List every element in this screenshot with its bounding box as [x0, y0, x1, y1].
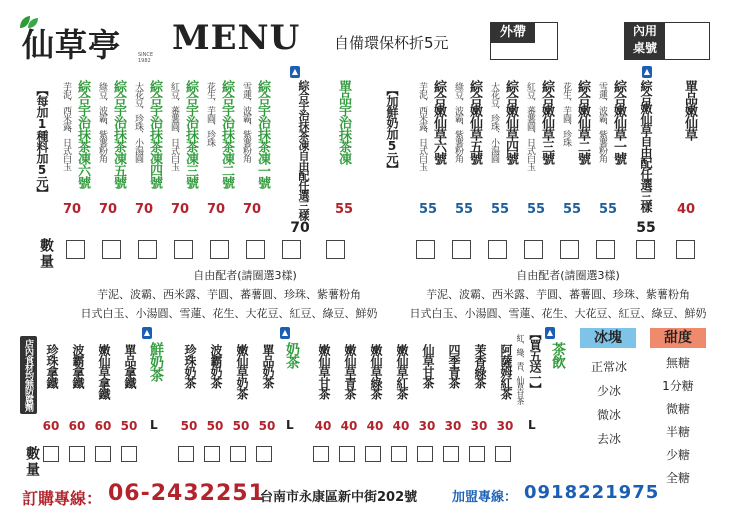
item-sub: 紅豆、蕃薯圓、日式白玉: [525, 82, 535, 170]
item-name: 仙草甘茶: [421, 344, 435, 388]
grass-addon-note: 【加鮮奶加5元】: [385, 84, 399, 174]
item-price: 50: [206, 419, 224, 433]
qty-box[interactable]: [416, 240, 435, 259]
item-price: 50: [120, 419, 138, 433]
item-name: 嫩仙草綠茶: [369, 344, 383, 399]
qty-box[interactable]: [210, 240, 229, 259]
eco-note: 自備環保杯折5元: [334, 34, 449, 52]
toppings-line1: 芋泥、波霸、西米露、芋圓、蕃薯圓、珍珠、紫薯粉角: [426, 288, 690, 301]
item-name: 綜合嫩仙草六號: [431, 80, 446, 164]
item-name: 單品拿鐵: [123, 344, 137, 388]
item-name: 綜合宇治抹茶凍三號: [183, 80, 198, 188]
sugar-option[interactable]: 少糖: [665, 448, 690, 462]
item-price: 50: [180, 419, 198, 433]
item-price: 40: [314, 419, 332, 433]
toppings-line2: 日式白玉、小湯圓、雪蓮、花生、大花豆、紅豆、綠豆、鮮奶: [409, 307, 707, 320]
item-sub: 雪蓮、波霸、紫薯粉角: [597, 82, 607, 162]
qty-box[interactable]: [138, 240, 157, 259]
sugar-option[interactable]: 半糖: [665, 425, 690, 439]
like-icon: ▲: [143, 328, 151, 337]
toppings-title: 自由配者(請圈選3樣): [193, 269, 297, 282]
qty-box[interactable]: [365, 446, 381, 462]
item-sub: 大花豆、珍珠、小湯圓: [133, 82, 143, 162]
dinein-label-1: 內用: [632, 24, 657, 38]
item-name: 綜合宇治抹茶凍二號: [219, 80, 234, 188]
item-price: 30: [418, 419, 436, 433]
qty-box[interactable]: [443, 446, 459, 462]
item-price: 40: [392, 419, 410, 433]
qty-box[interactable]: [560, 240, 579, 259]
item-price: 40: [340, 419, 358, 433]
item-name: 綜合嫩仙草三號: [539, 80, 554, 164]
dinein-box[interactable]: [624, 22, 710, 60]
qty-box[interactable]: [95, 446, 111, 462]
item-name: 單品奶茶: [261, 344, 275, 388]
qty-box[interactable]: [174, 240, 193, 259]
qty-box[interactable]: [326, 240, 345, 259]
ice-title: 冰塊: [580, 328, 636, 348]
sugar-option[interactable]: 微糖: [665, 402, 690, 416]
address: 台南市永康區新中街202號: [260, 490, 418, 505]
matcha-single-price: 55: [334, 202, 354, 217]
item-price: 50: [258, 419, 276, 433]
matcha-free-name: 綜合宇治抹茶凍自由配任選三樣: [297, 80, 310, 220]
size-l: L: [528, 418, 536, 432]
item-name: 珍珠奶茶: [183, 344, 197, 388]
qty-box[interactable]: [256, 446, 272, 462]
item-sub: 芋泥、西米露、日式白玉: [417, 82, 427, 170]
grass-free-name: 綜合嫩仙草自由配任選三樣: [639, 80, 653, 212]
item-price: 70: [242, 202, 262, 217]
qty-box[interactable]: [102, 240, 121, 259]
order-label: 訂購專線：: [22, 489, 103, 508]
item-price: 70: [98, 202, 118, 217]
item-name: 綜合嫩仙草一號: [611, 80, 626, 164]
qty-box[interactable]: [596, 240, 615, 259]
sugar-title: 甜度: [650, 328, 706, 348]
qty-box[interactable]: [495, 446, 511, 462]
item-price: 55: [526, 202, 546, 217]
toppings-line1: 芋泥、波霸、西米露、芋圓、蕃薯圓、珍珠、紫薯粉角: [97, 288, 361, 301]
item-price: 70: [170, 202, 190, 217]
ice-option[interactable]: 正常冰: [590, 360, 627, 374]
item-name: 四季青茶: [447, 344, 461, 388]
item-sub: 綠豆、波霸、紫薯粉角: [97, 82, 107, 162]
item-name: 嫩仙草拿鐵: [97, 344, 111, 399]
sugar-option[interactable]: 全糖: [665, 471, 690, 485]
item-price: 30: [444, 419, 462, 433]
qty-box[interactable]: [636, 240, 655, 259]
qty-box[interactable]: [339, 446, 355, 462]
like-icon: ▲: [643, 67, 651, 76]
matcha-addon-note: 【每加1種料加5元】: [35, 84, 49, 198]
item-price: 55: [418, 202, 438, 217]
toppings-title: 自由配者(請圈選3樣): [516, 269, 620, 282]
qty-box[interactable]: [204, 446, 220, 462]
dinein-label-2: 桌號: [632, 41, 657, 55]
sugar-option[interactable]: 無糖: [665, 356, 690, 370]
qty-box[interactable]: [524, 240, 543, 259]
logo-sub: SINCE 1982: [138, 52, 154, 64]
like-icon: ▲: [281, 328, 289, 337]
qty-box[interactable]: [69, 446, 85, 462]
qty-label: 數量: [38, 238, 54, 270]
qty-box[interactable]: [452, 240, 471, 259]
item-sub: 綠豆、波霸、紫薯粉角: [453, 82, 463, 162]
sugar-option[interactable]: 1分糖: [662, 379, 694, 393]
item-name: 阿薩姆紅茶: [499, 344, 513, 399]
toppings-line2: 日式白玉、小湯圓、雪蓮、花生、大花豆、紅豆、綠豆、鮮奶: [80, 307, 378, 320]
item-name: 綜合宇治抹茶凍六號: [75, 80, 90, 188]
like-icon: ▲: [546, 328, 554, 337]
item-name: 珍珠拿鐵: [45, 344, 59, 388]
item-price: 60: [68, 419, 86, 433]
franchise-phone[interactable]: 0918221975: [524, 482, 660, 503]
item-name: 嫩仙草甘茶: [317, 344, 331, 399]
qty-box[interactable]: [676, 240, 695, 259]
ice-option[interactable]: 少冰: [596, 384, 621, 398]
logo-text: 仙草亭: [22, 26, 122, 64]
dinein-label-box: [625, 23, 665, 59]
qty-box[interactable]: [66, 240, 85, 259]
item-sub: 大花豆、珍珠、小湯圓: [489, 82, 499, 162]
item-name: 嫩仙草奶茶: [235, 344, 249, 399]
item-sub: 花生、芋圓、珍珠: [205, 82, 215, 146]
qty-box[interactable]: [121, 446, 137, 462]
item-name: 嫩仙草青茶: [343, 344, 357, 399]
toppings-right: [386, 266, 730, 323]
qty-box[interactable]: [230, 446, 246, 462]
takeout-label: 外帶: [491, 23, 535, 43]
qty-box[interactable]: [282, 240, 301, 259]
item-price: 50: [232, 419, 250, 433]
qty-box[interactable]: [417, 446, 433, 462]
logo: [18, 14, 158, 64]
tea-promo-sub: 紅、綠、青、仙草甘茶: [516, 334, 525, 404]
grass-single-name: 單品嫩仙草: [682, 80, 697, 140]
item-price: 30: [470, 419, 488, 433]
item-name: 綜合宇治抹茶凍一號: [255, 80, 270, 188]
size-l: L: [286, 418, 294, 432]
qty-box[interactable]: [178, 446, 194, 462]
takeout-box[interactable]: [490, 22, 558, 60]
item-name: 綜合嫩仙草四號: [503, 80, 518, 164]
tea-title: 茶飲: [550, 342, 566, 368]
preservative-note: 店內食材均無防腐劑: [20, 336, 37, 414]
menu-title: MENU: [172, 18, 301, 58]
item-sub: 雪蓮、波霸、紫薯粉角: [241, 82, 251, 162]
item-price: 60: [94, 419, 112, 433]
item-name: 波霸奶茶: [209, 344, 223, 388]
item-price: 40: [366, 419, 384, 433]
latte-title: 鮮奶茶: [148, 342, 164, 381]
ice-option[interactable]: 去冰: [596, 432, 621, 446]
item-price: 30: [496, 419, 514, 433]
matcha-single-name: 單品宇治抹茶凍: [336, 80, 351, 164]
item-sub: 芋泥、西米露、日式白玉: [61, 82, 71, 170]
order-phone[interactable]: 06-2432251: [108, 481, 265, 506]
item-name: 嫩仙草紅茶: [395, 344, 409, 399]
like-icon: ▲: [291, 67, 299, 76]
size-l: L: [150, 418, 158, 432]
item-name: 綜合嫩仙草二號: [575, 80, 590, 164]
grass-free-price: 55: [636, 220, 656, 236]
franchise-label: 加盟專線：: [452, 490, 518, 505]
item-name: 綜合嫩仙草五號: [467, 80, 482, 164]
item-price: 55: [598, 202, 618, 217]
item-sub: 紅豆、蕃薯圓、日式白玉: [169, 82, 179, 170]
toppings-left: [0, 266, 410, 323]
item-price: 60: [42, 419, 60, 433]
item-price: 70: [206, 202, 226, 217]
item-price: 70: [62, 202, 82, 217]
qty-box[interactable]: [313, 446, 329, 462]
item-name: 茉香綠茶: [473, 344, 487, 388]
item-sub: 花生、芋圓、珍珠: [561, 82, 571, 146]
tea-promo: 【買五送一】: [528, 328, 542, 394]
item-price: 55: [454, 202, 474, 217]
qty-box[interactable]: [246, 240, 265, 259]
qty-label: 數量: [24, 446, 40, 478]
qty-box[interactable]: [488, 240, 507, 259]
item-name: 綜合宇治抹茶凍四號: [147, 80, 162, 188]
qty-box[interactable]: [43, 446, 59, 462]
item-name: 綜合宇治抹茶凍五號: [111, 80, 126, 188]
matcha-free-price: 70: [290, 220, 310, 236]
milktea-title: 奶茶: [284, 342, 300, 368]
item-name: 波霸拿鐵: [71, 344, 85, 388]
qty-box[interactable]: [469, 446, 485, 462]
ice-option[interactable]: 微冰: [596, 408, 621, 422]
qty-box[interactable]: [391, 446, 407, 462]
grass-single-price: 40: [676, 202, 696, 217]
item-price: 70: [134, 202, 154, 217]
item-price: 55: [490, 202, 510, 217]
item-price: 55: [562, 202, 582, 217]
